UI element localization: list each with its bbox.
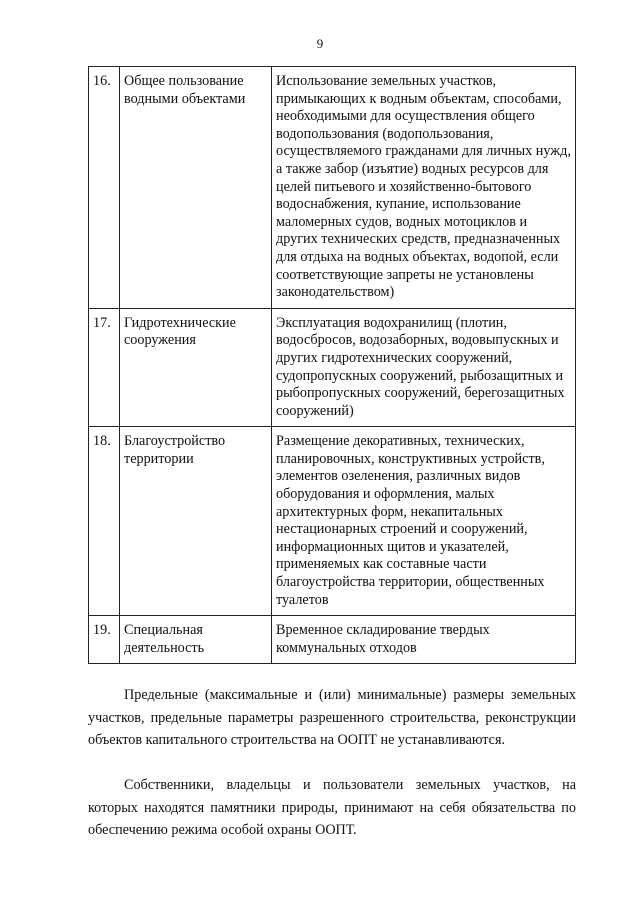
table-row	[89, 427, 576, 616]
use-type-name: Благоустройство территории	[120, 427, 272, 616]
use-type-description: Временное складирование твердых коммунальных отходов	[272, 616, 576, 664]
row-number: 19.	[89, 616, 120, 664]
row-number: 17.	[89, 308, 120, 427]
row-number: 16.	[89, 67, 120, 309]
use-type-description: Эксплуатация водохранилищ (плотин, водосбросов, водозаборных, водовыпускных и других гидротехнических сооружений, судопропускных сооружений, рыбозащитных и рыбопропускных сооружений, берегозащитных сооружений)	[272, 308, 576, 427]
use-type-description: Размещение декоративных, технических, планировочных, конструктивных устройств, элементов озеленения, различных видов оборудования и оформления, малых архитектурных форм, некапитальных нестационарных строений и сооружений, информационных щитов и указателей, применяемых как составные части благоустройства территории, общественных туалетов	[272, 427, 576, 616]
table-row	[89, 67, 576, 309]
paragraph-owner-obligations: Собственники, владельцы и пользователи земельных участков, на которых находятся памятники природы, принимают на себя обязательства по обеспечению режима особой охраны ООПТ.	[88, 777, 576, 838]
use-type-name: Специальная деятельность	[120, 616, 272, 664]
table-row	[89, 616, 576, 664]
use-type-name: Общее пользование водными объектами	[120, 67, 272, 309]
paragraph-limit-parameters: Предельные (максимальные и (или) минимальные) размеры земельных участков, предельные параметры разрешенного строительства, реконструкции объектов капитального строительства на ООПТ не устанавливаются.	[88, 687, 576, 748]
use-type-name: Гидротехнические сооружения	[120, 308, 272, 427]
row-number: 18.	[89, 427, 120, 616]
table-row	[89, 308, 576, 427]
permitted-use-table	[88, 66, 576, 664]
page-number: 9	[316, 36, 324, 51]
use-type-description: Использование земельных участков, примыкающих к водным объектам, способами, необходимыми для осуществления общего водопользования (водопользования, осуществляемого гражданами для личных нужд, а также забор (изъятие) водных ресурсов для целей питьевого и хозяйственно-бытового водоснабжения, купание, использование маломерных судов, водных мотоциклов и других технических средств, предназначенных для отдыха на водных объектах, водопой, если соответствующие запреты не установлены законодательством)	[272, 67, 576, 309]
